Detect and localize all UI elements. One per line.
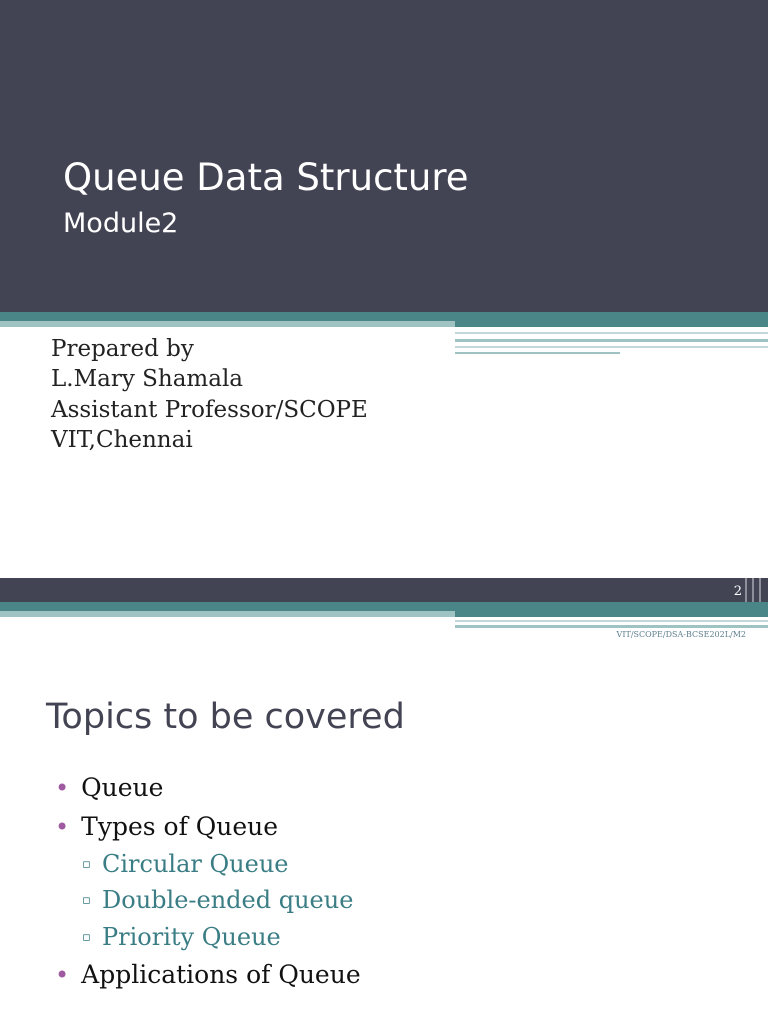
square-bullet-icon: ▫ (82, 857, 91, 872)
divider-stripe (455, 625, 768, 628)
square-bullet-icon: ▫ (82, 893, 91, 908)
page-number: 2 (733, 584, 742, 599)
divider-stripe (0, 602, 768, 611)
list-item-text: Circular Queue (102, 850, 289, 878)
divider-stripe (0, 321, 455, 327)
slide-subtitle: Module2 (63, 208, 179, 239)
bar-tick (752, 578, 754, 602)
divider-stripe (455, 611, 768, 617)
divider-stripe (455, 321, 768, 327)
slide-title: Topics to be covered (46, 697, 405, 737)
divider-stripe (455, 352, 620, 354)
sub-list-item (82, 922, 281, 953)
list-item (55, 811, 278, 843)
author-line: L.Mary Shamala (51, 366, 244, 392)
author-line: VIT,Chennai (51, 427, 193, 453)
list-item (55, 772, 163, 804)
list-item-text: Double-ended queue (102, 886, 354, 914)
title-header-band (0, 0, 768, 312)
bullet-icon: • (55, 961, 70, 989)
list-item (55, 959, 361, 991)
divider-stripe (0, 312, 768, 321)
bullet-icon: • (55, 813, 70, 841)
bullet-icon: • (55, 774, 70, 802)
divider-stripe (455, 346, 768, 348)
author-line: Prepared by (51, 336, 194, 362)
list-item-text: Applications of Queue (81, 960, 361, 989)
divider-stripe (0, 611, 455, 617)
square-bullet-icon: ▫ (82, 930, 91, 945)
divider-stripe (455, 339, 768, 342)
list-item-text: Priority Queue (102, 923, 281, 951)
list-item-text: Queue (81, 773, 164, 802)
divider-stripe (455, 620, 768, 622)
topics-slide (0, 578, 768, 1024)
sub-list-item (82, 885, 353, 916)
sub-list-item (82, 849, 289, 880)
divider-stripe (455, 332, 768, 334)
top-bar (0, 578, 768, 602)
list-item-text: Types of Queue (81, 812, 279, 841)
slide-title: Queue Data Structure (63, 156, 469, 199)
author-line: Assistant Professor/SCOPE (51, 397, 368, 423)
footer-text: VIT/SCOPE/DSA-BCSE202L/M2 (616, 630, 746, 639)
bar-tick (759, 578, 761, 602)
bar-tick (745, 578, 747, 602)
